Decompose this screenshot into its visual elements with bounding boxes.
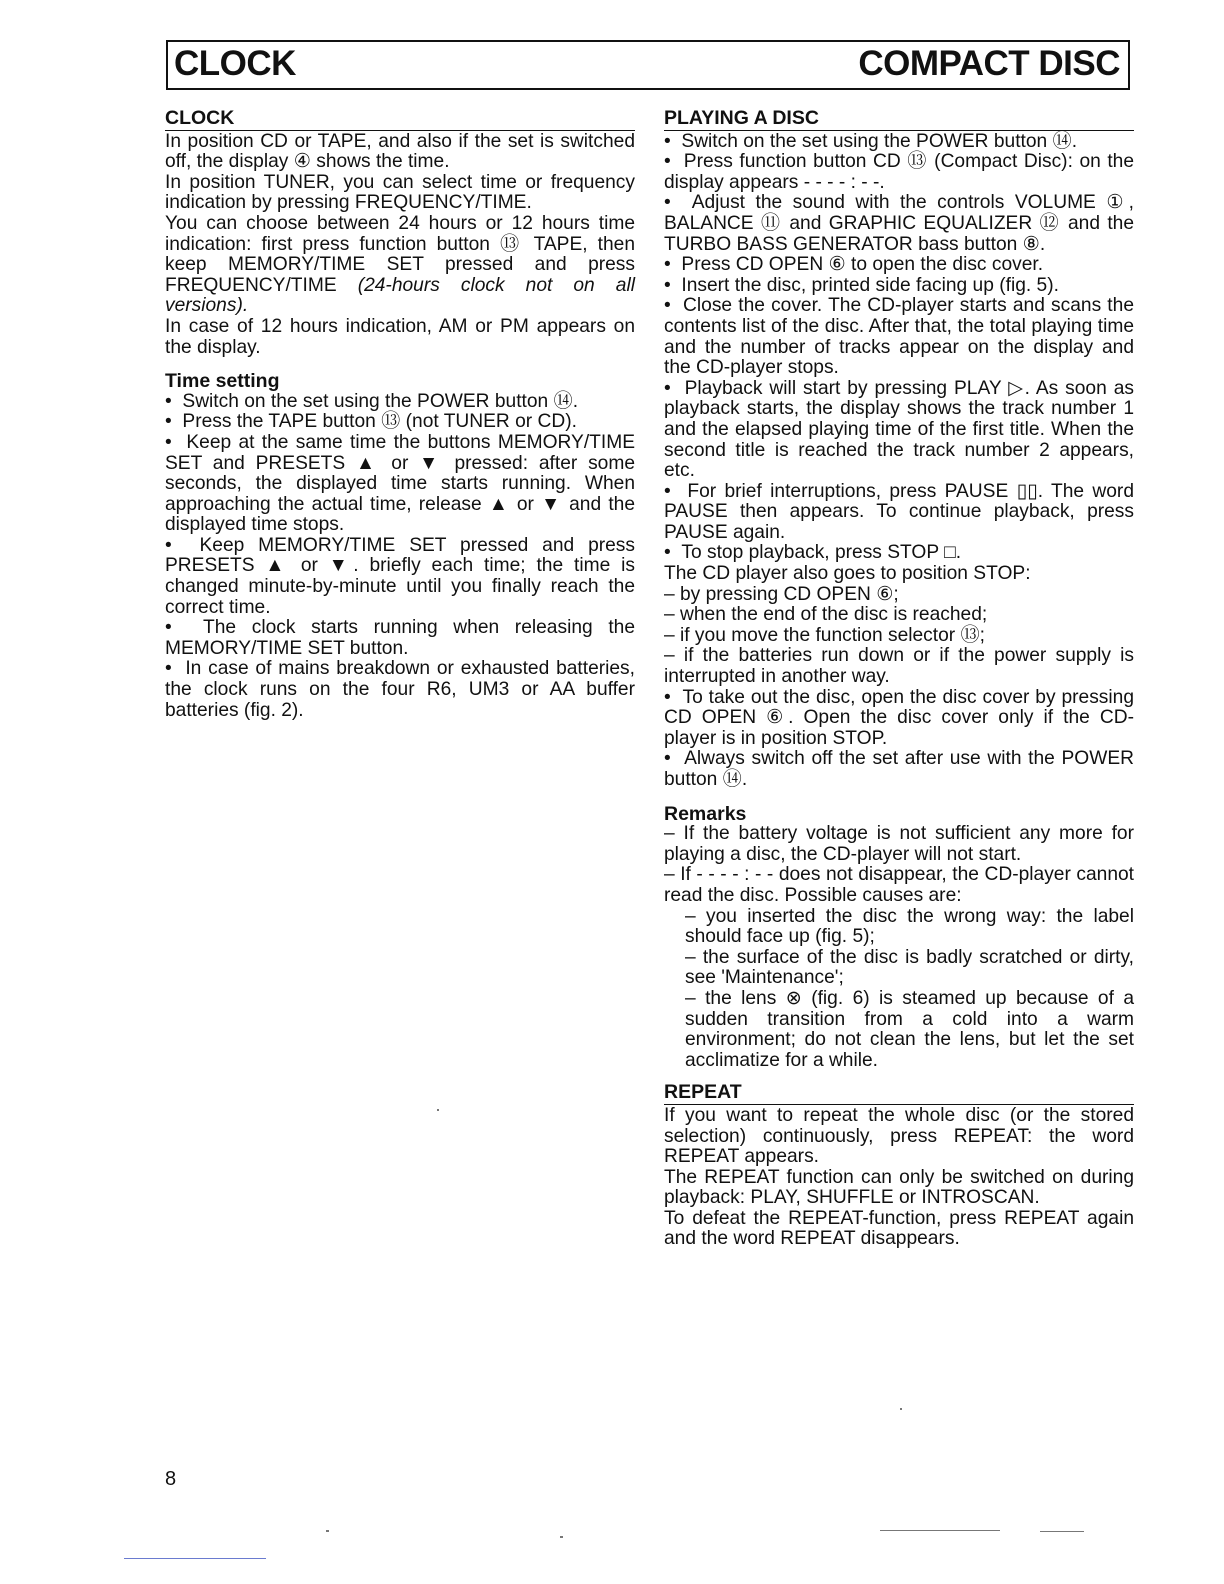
list-item: • Press the TAPE button ⑬ (not TUNER or CD).: [165, 412, 635, 433]
header-title-right: COMPACT DISC: [858, 44, 1120, 83]
list-item: • To stop playback, press STOP □.: [664, 543, 1134, 564]
remark-cause: – the lens ⊗ (fig. 6) is steamed up because of a sudden transition from a cold into a warm environment; do not clean the lens, but let the set acclimatize for a while.: [685, 987, 1134, 1071]
clock-italic-note: (24-hours clock not on all versions).: [165, 274, 635, 317]
stop-list-item: – by pressing CD OPEN ⑥;: [664, 583, 899, 605]
list-item: • Switch on the set using the POWER button ⑭.: [165, 392, 635, 413]
remark-line: – If the battery voltage is not sufficient any more for playing a disc, the CD-player will not start.: [664, 823, 1134, 865]
remark-cause: – you inserted the disc the wrong way: the label should face up (fig. 5);: [685, 905, 1134, 948]
remarks-heading: Remarks: [664, 802, 747, 825]
clock-paragraph: In position TUNER, you can select time or frequency indication by pressing FREQUENCY/TIME.: [165, 171, 635, 214]
scan-speck: [900, 1408, 902, 1410]
scan-speck: [437, 1109, 439, 1111]
remark-cause: – the surface of the disc is badly scratched or dirty, see 'Maintenance';: [685, 946, 1134, 989]
list-item: • Close the cover. The CD-player starts and scans the contents list of the disc. After that, the total playing time and the number of tracks appear on the display and the CD-player stops.: [664, 296, 1134, 378]
scan-speck: [880, 1530, 1000, 1531]
stop-list-item: – if the batteries run down or if the power supply is interrupted in another way.: [664, 645, 1134, 688]
clock-paragraph: In position CD or TAPE, and also if the set is switched off, the display ④ shows the time.: [165, 130, 635, 173]
scan-speck: [326, 1530, 329, 1532]
repeat-paragraph: The REPEAT function can only be switched on during playback: PLAY, SHUFFLE or INTROSCAN.: [664, 1166, 1134, 1209]
list-item: • Adjust the sound with the controls VOLUME ①, BALANCE ⑪ and GRAPHIC EQUALIZER ⑫ and the TURBO BASS GENERATOR bass button ⑧.: [664, 193, 1134, 255]
list-item: • Switch on the set using the POWER button ⑭.: [664, 132, 1134, 153]
list-item: • Insert the disc, printed side facing up (fig. 5).: [664, 276, 1134, 297]
stop-list-item: – if you move the function selector ⑬;: [664, 624, 986, 646]
right-column: [664, 108, 1134, 1250]
list-item: • Keep at the same time the buttons MEMORY/TIME SET and PRESETS ▲ or ▼ pressed: after some seconds, the displayed time starts running. When approaching the actual time, release ▲ or ▼ and the displayed time stops.: [165, 433, 635, 536]
list-item: • To take out the disc, open the disc cover by pressing CD OPEN ⑥. Open the disc cover only if the CD-player is in position STOP.: [664, 688, 1134, 750]
list-item: • Playback will start by pressing PLAY ▷. As soon as playback starts, the display shows the track number 1 and the elapsed playing time of the first title. When the second title is reached the track number 2 appears, etc.: [664, 379, 1134, 482]
clock-heading: CLOCK: [165, 108, 635, 131]
clock-paragraph-text: You can choose between 24 hours or 12 hours time indication: first press function button ⑬ TAPE, then keep MEMORY/TIME SET pressed and press FREQUENCY/TIME: [165, 212, 635, 296]
list-item: • In case of mains breakdown or exhausted batteries, the clock runs on the four R6, UM3 or AA buffer batteries (fig. 2).: [165, 659, 635, 721]
stop-intro: The CD player also goes to position STOP:: [664, 563, 1031, 585]
list-item: • For brief interruptions, press PAUSE ▯▯. The word PAUSE then appears. To continue playback, press PAUSE again.: [664, 482, 1134, 544]
page-header: [166, 40, 1130, 90]
header-title-left: CLOCK: [174, 44, 296, 83]
scan-speck: [560, 1536, 563, 1538]
scan-artifact-line: [124, 1558, 266, 1559]
repeat-paragraph: To defeat the REPEAT-function, press REPEAT again and the word REPEAT disappears.: [664, 1207, 1134, 1250]
time-setting-heading: Time setting: [165, 370, 280, 393]
playing-heading: PLAYING A DISC: [664, 108, 1134, 131]
list-item: • Press CD OPEN ⑥ to open the disc cover.: [664, 255, 1134, 276]
left-column: [165, 108, 635, 721]
stop-list-item: – when the end of the disc is reached;: [664, 604, 988, 626]
clock-paragraph: In case of 12 hours indication, AM or PM appears on the display.: [165, 315, 635, 358]
list-item: • The clock starts running when releasing the MEMORY/TIME SET button.: [165, 618, 635, 659]
repeat-heading: REPEAT: [664, 1082, 1134, 1105]
scan-speck: [1040, 1531, 1084, 1532]
repeat-paragraph: If you want to repeat the whole disc (or the stored selection) continuously, press REPEAT: the word REPEAT appears.: [664, 1104, 1134, 1168]
list-item: • Always switch off the set after use with the POWER button ⑭.: [664, 749, 1134, 790]
clock-paragraph: [165, 214, 635, 317]
list-item: • Press function button CD ⑬ (Compact Disc): on the display appears - - - - : - -.: [664, 152, 1134, 193]
list-item: • Keep MEMORY/TIME SET pressed and press PRESETS ▲ or ▼. briefly each time; the time is changed minute-by-minute until you finally reach the correct time.: [165, 536, 635, 618]
remark-line: – If - - - - : - - does not disappear, the CD-player cannot read the disc. Possible causes are:: [664, 864, 1134, 906]
page-number: 8: [165, 1468, 177, 1490]
